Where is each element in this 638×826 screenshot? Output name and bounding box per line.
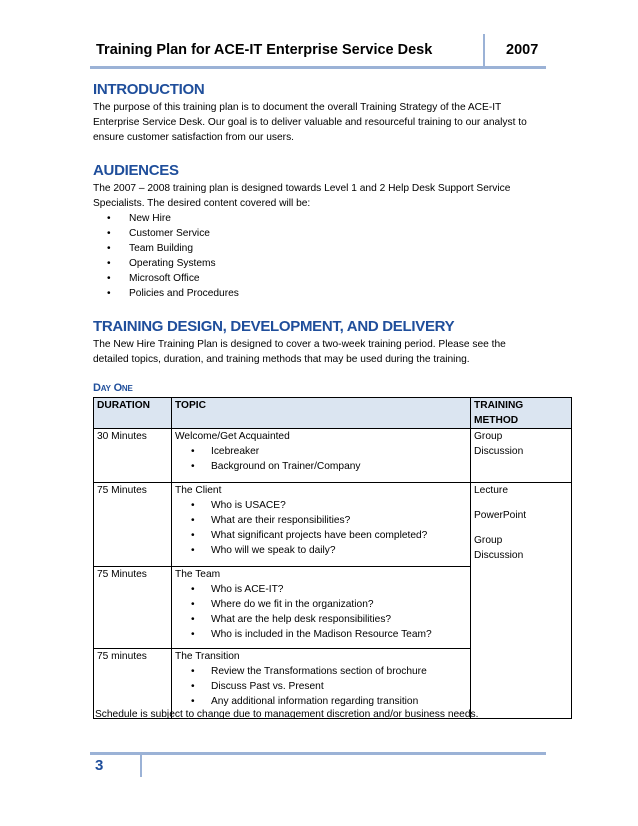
topic-cell: The Team • Who is ACE-IT? • Where do we fit in the organization? • What are the help desk responsibilities? • Who is included in the Madison Resource Team? — [172, 567, 471, 649]
duration-cell: 75 Minutes — [94, 567, 172, 649]
list-item: • Operating Systems — [107, 256, 545, 271]
header-rule — [90, 66, 546, 69]
list-item: • What are their responsibilities? — [191, 513, 467, 528]
document-title: Training Plan for ACE-IT Enterprise Service Desk — [96, 42, 433, 58]
table-header-row — [94, 398, 572, 429]
list-item: • Background on Trainer/Company — [191, 459, 467, 474]
merged-method-cell: Lecture PowerPoint Group Discussion — [471, 483, 572, 719]
column-header-duration: DURATION — [94, 398, 172, 429]
duration-cell: 75 Minutes — [94, 483, 172, 567]
list-item: • Discuss Past vs. Present — [191, 679, 467, 694]
page-number: 3 — [95, 757, 104, 774]
list-item: • Microsoft Office — [107, 271, 545, 286]
list-item: • New Hire — [107, 211, 545, 226]
table-row — [94, 429, 572, 483]
footer-separator — [140, 755, 142, 777]
duration-cell: 75 minutes — [94, 649, 172, 719]
audiences-text: The 2007 – 2008 training plan is designed towards Level 1 and 2 Help Desk Support Service Specialists. The desired content covered will be: — [93, 183, 511, 209]
audiences-list — [93, 211, 545, 301]
header-separator — [483, 34, 485, 66]
list-item: • Policies and Procedures — [107, 286, 545, 301]
page-body — [93, 80, 545, 719]
list-item: • Customer Service — [107, 226, 545, 241]
method-cell: Group Discussion — [471, 429, 572, 483]
topic-cell: Welcome/Get Acquainted • Icebreaker • Background on Trainer/Company — [172, 429, 471, 483]
list-item: • What significant projects have been completed? — [191, 528, 467, 543]
duration-cell: 30 Minutes — [94, 429, 172, 483]
table-row — [94, 483, 572, 567]
list-item: • Where do we fit in the organization? — [191, 597, 467, 612]
topic-cell: The Transition • Review the Transformations section of brochure • Discuss Past vs. Present • Any additional information regarding transition — [172, 649, 471, 719]
audiences-heading: AUDIENCES — [93, 162, 179, 179]
list-item: • Who is ACE-IT? — [191, 582, 467, 597]
list-item: • Who is included in the Madison Resource Team? — [191, 627, 467, 642]
list-item: • Team Building — [107, 241, 545, 256]
list-item: • What are the help desk responsibilities? — [191, 612, 467, 627]
training-schedule-table — [93, 397, 572, 719]
page-header — [90, 34, 546, 70]
list-item: • Review the Transformations section of brochure — [191, 664, 467, 679]
list-item: • Icebreaker — [191, 444, 467, 459]
list-item: • Any additional information regarding transition — [191, 694, 467, 709]
topic-cell: The Client • Who is USACE? • What are their responsibilities? • What significant projects have been completed? • Who will we speak to daily? — [172, 483, 471, 567]
column-header-topic: TOPIC — [172, 398, 471, 429]
list-item: • Who is USACE? — [191, 498, 467, 513]
introduction-heading: INTRODUCTION — [93, 81, 205, 98]
footer-rule — [90, 752, 546, 755]
training-heading: TRAINING DESIGN, DEVELOPMENT, AND DELIVERY — [93, 318, 455, 335]
column-header-method: TRAINING METHOD — [471, 398, 572, 429]
day-one-heading: Day One — [93, 382, 133, 394]
document-year: 2007 — [506, 42, 539, 58]
introduction-text: The purpose of this training plan is to document the overall Training Strategy of the ACE-IT Enterprise Service Desk. Our goal is to deliver valuable and resourceful training to our analyst to ensure customer satisfaction from our users. — [93, 102, 527, 143]
training-text: The New Hire Training Plan is designed to cover a two-week training period. Please see the detailed topics, duration, and training methods that may be used during the training. — [93, 339, 506, 365]
list-item: • Who will we speak to daily? — [191, 543, 467, 558]
schedule-note: Schedule is subject to change due to management discretion and/or business needs. — [95, 709, 479, 720]
